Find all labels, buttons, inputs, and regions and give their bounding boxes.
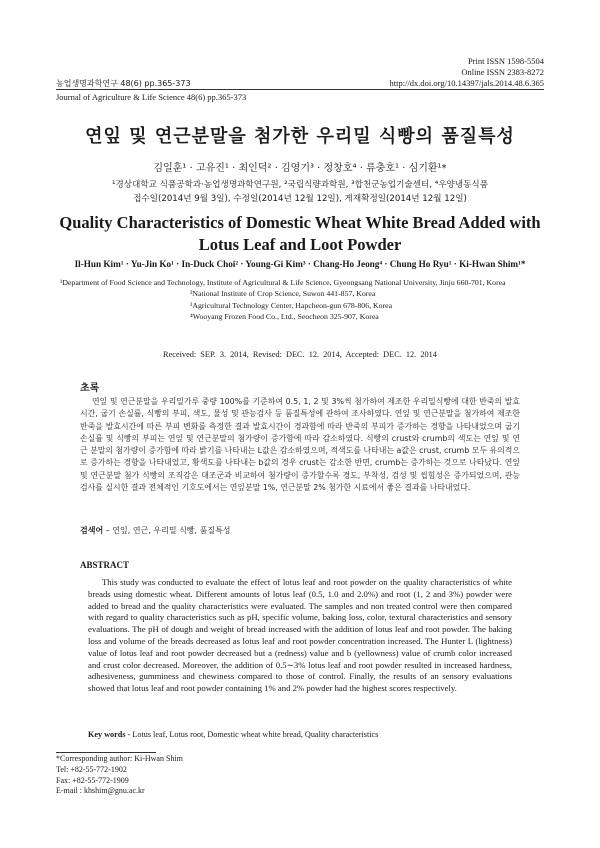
corresponding-author: *Corresponding author: Ki-Hwan Shim [56,754,183,763]
header-rule [56,89,544,90]
tel: Tel: +82-55-772-1902 [56,764,127,774]
affiliation-en-1: ¹Department of Food Science and Technology, Institute of Agricultural & Life Science, Gyeongsang National University, Jinju 660-701, Korea [60,278,506,287]
title-en-line1: Quality Characteristics of Domestic Wheat White Bread Added with [59,213,541,232]
online-issn: Online ISSN 2383-8272 [461,67,544,77]
abstract-en-heading: ABSTRACT [80,560,130,570]
email-link[interactable]: E-mail : khshim@gnu.ac.kr [56,786,145,796]
keywords-ko-label: 검색어 [80,526,104,535]
affiliation-en-2: ²National Institute of Crop Science, Suwon 441-857, Korea [190,289,376,299]
affiliation-en-4: ⁴Wooyang Frozen Food Co., Ltd., Seocheon 325-907, Korea [190,312,379,322]
received-dates: Received: SEP. 3. 2014, Revised: DEC. 12. 2014, Accepted: DEC. 12. 2014 [163,350,437,359]
abstract-en-body: This study was conducted to evaluate the effect of lotus leaf and root powder on the quality characteristics of white breads using domestic wheat. Different amounts of lotus leaf (0.5, 1.0 and 2.0%) and root (1, 2 and 3%) powder were added to bread and the quality characteristics were evaluated. The samples and non treated control were then compared with regard to quality characteristics such as pH, specific volume, baking loss, color, textural characteristics and sensory evaluations. The pH of dough and weight of bread increased with the addition of lotus leaf and root powder. The baking loss and volume of the breads decreased as lotus leaf and root powder concentration increased. The Hunter L (lightness) value of lotus leaf and root powder decreased but a (redness) value and b (yellowness) value of crumb color increased and crust color decreased. Moreover, the addition of 0.5∼3% lotus leaf and root powder resulted in increased hardness, adhesiveness, gumminess and chewiness compared to those of control. Finally, the results of an sensory evaluations showed that lotus leaf and root powder containing 1% and 2% powder had the highest scores respectively. [88,577,512,694]
keywords-en-label: Key words [88,730,126,739]
title-korean: 연잎 및 연근분말을 첨가한 우리밀 식빵의 품질특성 [85,126,515,147]
footnote-rule [56,752,156,753]
abstract-ko-heading: 초록 [80,383,100,394]
doi-link[interactable]: http://dx.doi.org/10.14397/jals.2014.48.6.365 [389,78,544,88]
journal-ko: 농업생명과학연구 48(6) pp.365-373 [56,79,191,88]
keywords-en [88,730,378,739]
affiliations-english [60,277,560,323]
fax: Fax: +82-55-772-1909 [56,775,129,785]
keywords-ko-list: – 연잎, 연근, 우리밀 식빵, 품질특성 [103,526,231,535]
journal-en: Journal of Agriculture & Life Science 48(6) pp.365-373 [56,92,247,102]
authors-korean: 김일훈¹ · 고유진¹ · 최인덕² · 김영기³ · 정창호⁴ · 류충호¹ · 심기환¹* [153,163,447,174]
title-en-line2: Lotus Leaf and Loot Powder [198,235,402,254]
affiliations-korean [40,178,560,206]
affiliation-en-3: ³Agricultural Technology Center, Hapcheon-gun 678-806, Korea [190,300,393,310]
affiliation-ko-line1: ¹경상대학교 식품공학과·농업생명과학연구원, ²국립식량과학원, ³합천군농업기술센터, ⁴우양냉동식품 [112,180,488,190]
submission-dates-ko: 접수일(2014년 9월 3일), 수정일(2014년 12월 12일), 게재확정일(2014년 12월 12일) [133,194,467,204]
title-english [40,212,560,256]
abstract-ko-body: 연잎 및 연근분말을 우리밀가루 중량 100%를 기준하여 0.5, 1, 2 및 3%씩 첨가하여 제조한 우리밀식빵에 대한 반죽의 발효시간, 굽기 손실률, 식빵의 부피, 색도, 물성 및 관능검사 등 품질특성에 관하여 조사하였다. 연잎 및 연근분말을 첨가하여 제조한 반죽을 발효시간에 따른 부피 변화를 측정한 결과 발효시간이 경과함에 따라 반죽의 부피가 증가하는 경향을 나타내었으며 굽기 손실률 및 식빵의 부피는 연잎 및 연근분말의 첨가량이 증가함에 따라 감소하였다. 식빵의 crust와 crumb의 색도는 연잎 및 연근 분말의 첨가량이 증가함에 따라 밝기를 나타내는 L값은 감소하였으며, 적색도를 나타내는 a값은 crust, crumb 모두 유의적으로 증가하는 경향을 나타내었고, 황색도를 나타내는 b값의 경우 crust는 감소한 반면, crumb는 증가하는 것으로 나타났다. 연잎 및 연근분말 첨가 식빵의 조직감은 대조군과 비교하여 첨가량이 증가할수록 경도, 부착성, 검성 및 씹힘성은 증가되었으며, 관능검사를 실시한 결과 전체적인 기호도에서는 연잎분말 1%, 연근분말 2% 첨가한 시료에서 좋은 결과를 나타내었다. [80,397,520,493]
keywords-ko [80,525,231,536]
authors-english: Il-Hun Kim¹ · Yu-Jin Ko¹ · In-Duck Choi² · Young-Gi Kim³ · Chang-Ho Jeong⁴ · Chung Ho Ryu¹ · Ki-Hwan Shim¹* [74,259,526,269]
correspondence-block [56,754,183,797]
keywords-en-list: - Lotus leaf, Lotus root, Domestic wheat white bread, Quality characteristics [125,730,379,739]
print-issn: Print ISSN 1598-5504 [467,56,544,66]
